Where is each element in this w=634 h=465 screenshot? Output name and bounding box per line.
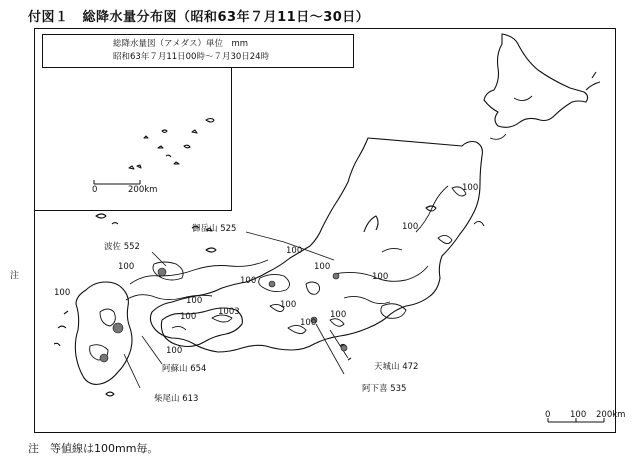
contour-label: 100 [186, 296, 203, 306]
contour-label: 100 [280, 300, 297, 310]
legend-line-2: 昭和63年７月11日00時～７月30日24時 [113, 52, 270, 62]
station-value: 472 [402, 362, 419, 372]
side-mark: 注 [10, 271, 20, 281]
station-label-ontakesan [192, 222, 236, 234]
figure-number: 付図１ [28, 10, 69, 25]
contour-label: 100 [180, 312, 197, 322]
station-value: 552 [123, 242, 140, 252]
contour-label: 100 [286, 246, 303, 256]
inset-scale-end: 200km [128, 185, 158, 195]
station-name: 天城山 [374, 362, 400, 372]
contour-label: 100 [372, 272, 389, 282]
station-value: 613 [182, 394, 199, 404]
inset-scale-zero: 0 [92, 185, 98, 195]
station-label-hasa [104, 240, 140, 252]
contour-label: 100 [240, 276, 257, 286]
inset-scale-bar [94, 180, 140, 184]
main-scale-zero: 0 [545, 410, 551, 420]
station-value: 654 [190, 364, 207, 374]
contour-label: 100 [402, 222, 419, 232]
station-name: 御岳山 [192, 224, 218, 234]
main-scale-mid: 100 [570, 410, 587, 420]
noto-peninsula [364, 216, 378, 232]
goto-islands [54, 311, 68, 346]
kurile-islands [586, 72, 600, 90]
figure-title-text: 総降水量分布図（昭和63年７月11日～30日） [82, 10, 370, 25]
station-value: 535 [390, 384, 407, 394]
contour-label: 100 [300, 318, 317, 328]
station-name: 阿下喜 [362, 384, 388, 394]
station-name: 阿蘇山 [162, 364, 188, 374]
contour-label: 100 [118, 262, 135, 272]
station-label-amagisan [374, 360, 418, 372]
figure-title [28, 6, 369, 25]
oki-islands [206, 248, 216, 252]
contour-label: 100 [54, 288, 71, 298]
hokkaido-outline [484, 34, 588, 127]
tanegashima [106, 392, 114, 396]
footnote: 注 等値線は100mm毎。 [28, 442, 159, 455]
contour-label: 100 [462, 183, 479, 193]
station-label-agegi [362, 382, 406, 394]
contour-label-special: 1003 [218, 307, 240, 317]
station-name: 柴尾山 [154, 394, 180, 404]
station-label-asosan [162, 362, 206, 374]
contour-label: 100 [330, 310, 347, 320]
contour-label: 100 [166, 346, 183, 356]
inset-islands [96, 119, 214, 232]
kyushu-outline [75, 282, 132, 384]
contour-label: 100 [314, 262, 331, 272]
station-name: 波佐 [104, 242, 122, 252]
main-scale-end: 200km [596, 410, 626, 420]
legend-line-1: 総降水量図（アメダス）単位 mm [113, 39, 249, 49]
station-value: 525 [220, 224, 237, 234]
station-label-shibaosan [154, 392, 198, 404]
precipitation-map [34, 28, 616, 433]
